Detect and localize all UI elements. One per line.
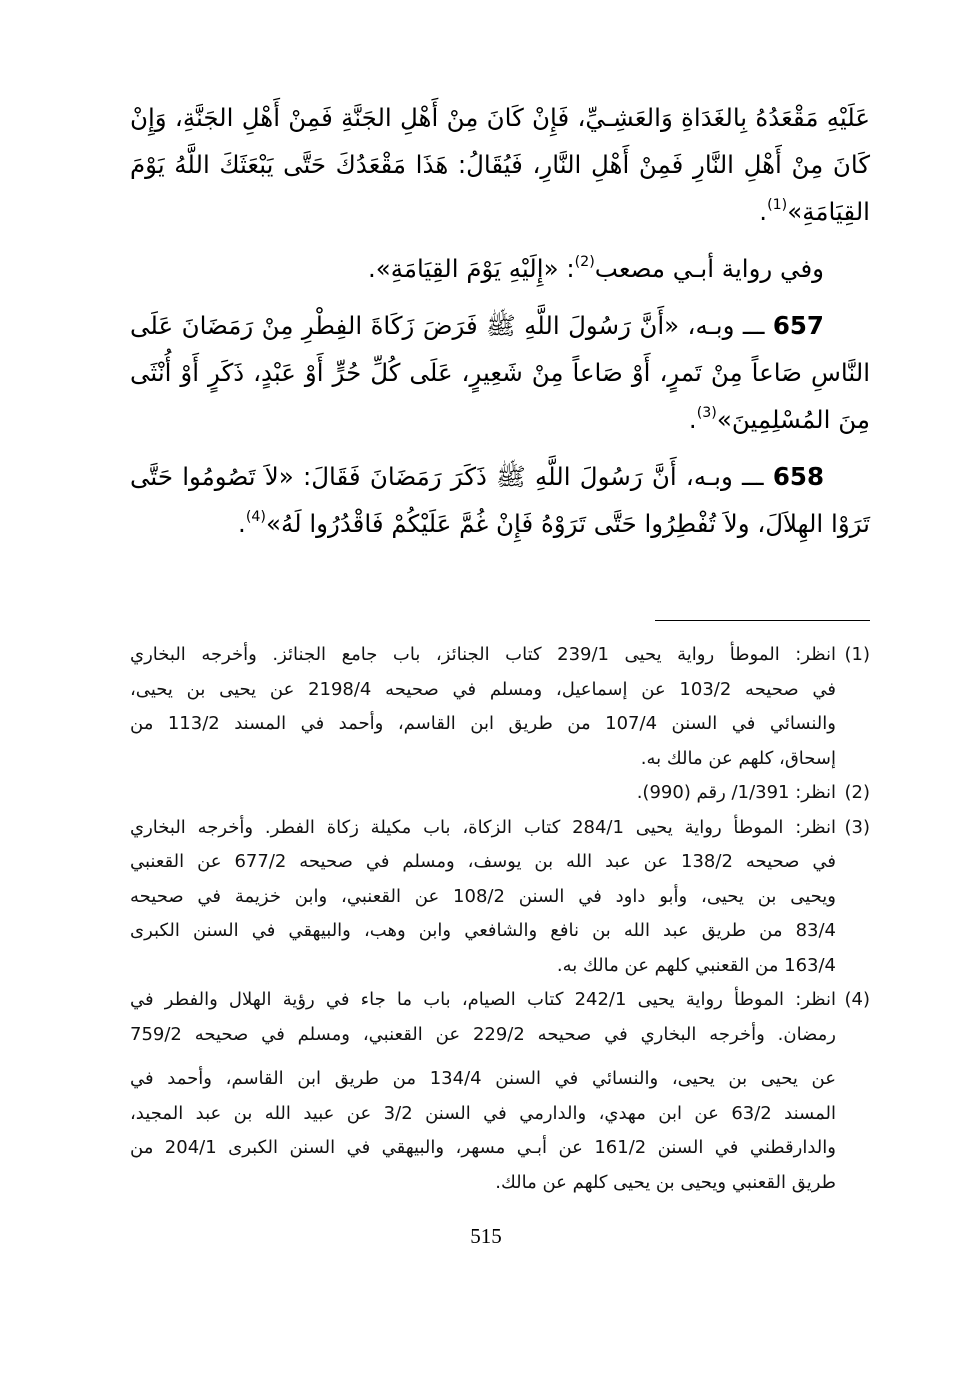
footnote-3 — [130, 811, 870, 984]
line-tail: . — [759, 197, 768, 226]
footnote-line: رمضان. وأخرجه البخاري في صحيحه 229/2 عن القعنبي، ومسلم في صحيحه 759/2 — [130, 1023, 836, 1045]
line-tail: : «إِلَيْهِ يَوْمَ القِيَامَةِ». — [368, 254, 575, 283]
text-line — [130, 349, 870, 396]
footnote-label: (1) — [844, 644, 870, 665]
text-line — [130, 94, 870, 141]
line-text: وفي رواية أبـي مصعب — [594, 254, 824, 283]
line-text: كَانَ مِنْ أَهْلِ النَّارِ فَمِنْ أَهْلِ النَّارِ، فَيُقَالُ: هَذَا مَقْعَدُكَ حَتَّى يَبْعَثَكَ اللَّهُ يَوْمَ — [130, 150, 870, 179]
paragraph-continuation — [130, 94, 870, 235]
footnote-ref: (3) — [696, 405, 717, 422]
line-text: مِنَ المُسْلِمِينَ» — [716, 405, 870, 434]
footnote-ref: (4) — [245, 509, 266, 526]
footnote-line: عن يحيى بن يحيى، والنسائي في السنن 134/4 من طريق ابن القاسم، وأحمد في — [130, 1068, 836, 1089]
main-text — [130, 94, 870, 547]
footnote-line: ويحيى بن يحيى، وأبو داود في السنن 108/2 عن القعنبي، وابن خزيمة في صحيحه — [130, 885, 836, 907]
text-line — [130, 188, 870, 235]
text-line — [130, 500, 870, 547]
footnote-label: (3) — [844, 816, 870, 838]
line-tail: . — [238, 509, 246, 538]
line-text: القِيَامَةِ» — [787, 197, 870, 226]
footnotes — [130, 638, 870, 1200]
footnote-2 — [130, 776, 870, 811]
line-text: النَّاسِ صَاعاً مِنْ تَمرٍ، أَوْ صَاعاً مِنْ شَعِيرٍ، عَلَى كُلِّ حُرٍّ أَوْ عَبْدٍ، ذَكَرٍ أَوْ أُنْثَى — [130, 358, 870, 387]
paragraph-variant-narration — [130, 245, 870, 292]
line-tail: . — [688, 405, 697, 434]
line-text: تَرَوْا الهِلاَلَ، ولاَ تُفْطِرُوا حَتَّى تَرَوْهُ فَإِنْ غُمَّ عَلَيْكُمْ فَاقْدُرُوا لَهُ» — [265, 509, 870, 538]
footnote-4 — [130, 983, 870, 1200]
footnote-line: انظر: الموطأ رواية يحيى 242/1 كتاب الصيام، باب ما جاء في رؤية الهلال والفطر في — [130, 989, 836, 1010]
hadith-number: 658 — [772, 462, 824, 491]
footnote-line: 83/4 من طريق عبد الله بن نافع والشافعي وابن وهب، والبيهقي في السنن الكبرى — [130, 920, 836, 941]
hadith-658 — [130, 453, 870, 547]
footnote-line: انظر: الموطأ رواية يحيى 239/1 كتاب الجنائز، باب جامع الجنائز. وأخرجه البخاري — [130, 644, 836, 665]
footnote-line: طريق القعنبي ويحيى بن يحيى كلهم عن مالك. — [495, 1171, 836, 1193]
footnote-line: والنسائي في السنن 107/4 من طريق ابن القاسم، وأحمد في المسند 113/2 من — [130, 713, 836, 734]
footnote-body — [130, 776, 836, 811]
line-text: ـــ وبـه، أَنَّ رَسُولَ اللَّهِ ﷺ ذَكَرَ رَمَضَانَ فَقَالَ: «لاَ تَصُومُوا حَتَّى — [130, 462, 764, 491]
text-line — [130, 396, 870, 443]
footnote-1 — [130, 638, 870, 776]
footnote-body — [130, 983, 836, 1200]
footnote-line: في صحيحه 103/2 عن إسماعيل، ومسلم في صحيحه 2198/4 عن يحيى بن يحيى، — [130, 678, 836, 700]
footnote-line: المسند 63/2 عن ابن مهدي، والدارمي في السنن 3/2 عن عبيد الله بن عبد المجيد، — [130, 1102, 836, 1124]
text-line — [130, 245, 870, 292]
text-line — [130, 141, 870, 188]
text-line — [130, 453, 870, 500]
footnote-line: والدارقطني في السنن 161/2 عن أبـي مسهر، والبيهقي في السنن الكبرى 204/1 من — [130, 1137, 836, 1158]
footnote-separator — [655, 620, 870, 621]
footnote-line: 163/4 من القعنبي كلهم عن مالك به. — [556, 954, 836, 976]
footnote-body — [130, 811, 836, 984]
footnote-line: انظر: 1/391/ رقم (990). — [636, 782, 836, 803]
footnote-line: إسحاق، كلهم عن مالك به. — [640, 747, 836, 769]
footnote-line: في صحيحه 138/2 عن عبد الله بن يوسف، ومسلم في صحيحه 677/2 عن القعنبي — [130, 851, 836, 872]
footnote-body — [130, 638, 836, 776]
hadith-number: 657 — [772, 311, 824, 340]
footnote-label: (2) — [844, 782, 870, 803]
footnote-label: (4) — [844, 989, 870, 1010]
footnote-line: انظر: الموطأ رواية يحيى 284/1 كتاب الزكاة، باب مكيلة زكاة الفطر. وأخرجه البخاري — [130, 816, 836, 838]
page-number: 515 — [470, 1224, 502, 1248]
hadith-657 — [130, 302, 870, 443]
footnote-ref: (1) — [767, 197, 788, 214]
line-text: ـــ وبـه، «أَنَّ رَسُولَ اللَّهِ ﷺ فَرَضَ زَكَاةَ الفِطْرِ مِنْ رَمَضَانَ عَلَى — [130, 311, 765, 340]
line-text: عَلَيْهِ مَقْعَدُهُ بِالغَدَاةِ وَالعَشِـيِّ، فَإِنْ كَانَ مِنْ أَهْلِ الجَنَّةِ فَمِنْ أَهْلِ الجَنَّةِ، وَإِنْ — [130, 103, 870, 132]
footnote-ref: (2) — [574, 254, 595, 271]
text-line — [130, 302, 870, 349]
